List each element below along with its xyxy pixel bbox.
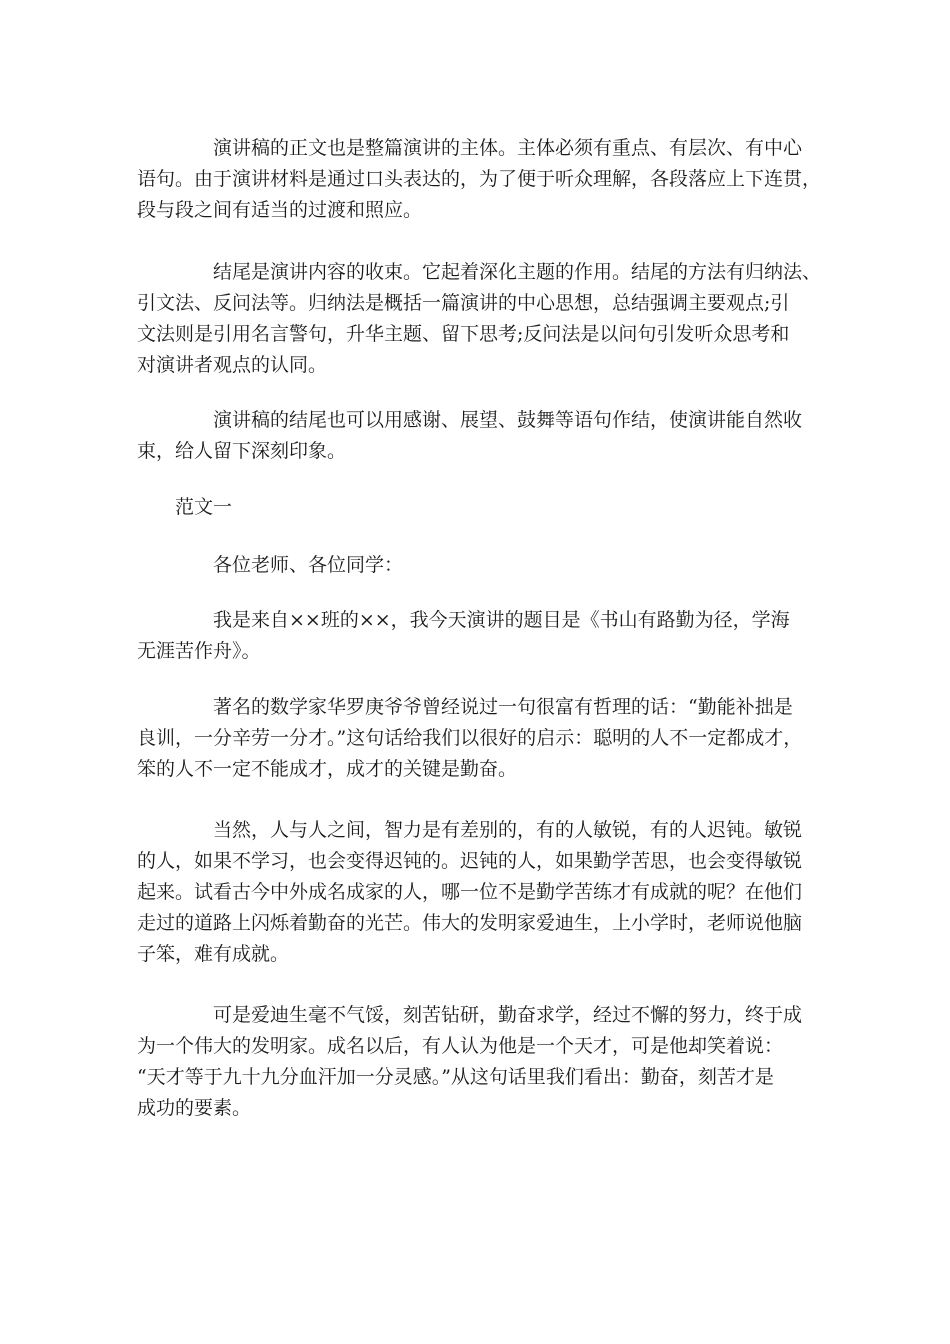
text-line: 为一个伟大的发明家。成名以后，有人认为他是一个天才，可是他却笑着说： (137, 1035, 784, 1057)
text-line: 结尾是演讲内容的收束。它起着深化主题的作用。结尾的方法有归纳法、 (213, 261, 822, 283)
paragraph-ending-methods (137, 257, 821, 381)
text-line: 范文一 (175, 496, 233, 518)
text-line: 各位老师、各位同学： (213, 554, 404, 576)
text-line: 走过的道路上闪烁着勤奋的光芒。伟大的发明家爱迪生，上小学时，老师说他脑 (137, 912, 803, 934)
paragraph-edison-story (137, 1000, 802, 1124)
sample-heading (137, 492, 232, 523)
text-line: 子笨，难有成就。 (137, 943, 290, 965)
text-line: 演讲稿的正文也是整篇演讲的主体。主体必须有重点、有层次、有中心 (213, 137, 803, 159)
text-line: 的人，如果不学习，也会变得迟钝的。迟钝的人，如果勤学苦思，也会变得敏锐 (137, 850, 803, 872)
paragraph-hua-luogeng-quote (137, 692, 802, 785)
text-line: 我是来自××班的××，我今天演讲的题目是《书山有路勤为径，学海 (213, 609, 790, 631)
paragraph-ending-phrases (137, 405, 802, 467)
text-line: 可是爱迪生毫不气馁，刻苦钻研，勤奋求学，经过不懈的努力，终于成 (213, 1004, 803, 1026)
text-line: 起来。试看古今中外成名成家的人，哪一位不是勤学苦练才有成就的呢？在他们 (137, 881, 803, 903)
text-line: 著名的数学家华罗庚爷爷曾经说过一句很富有哲理的话：“勤能补拙是 (213, 696, 793, 718)
text-line: 演讲稿的结尾也可以用感谢、展望、鼓舞等语句作结，使演讲能自然收 (213, 409, 803, 431)
paragraph-speech-topic (137, 605, 790, 667)
text-line: 语句。由于演讲材料是通过口头表达的，为了便于听众理解，各段落应上下连贯， (137, 168, 822, 190)
text-line: 束，给人留下深刻印象。 (137, 440, 347, 462)
text-line: 当然，人与人之间，智力是有差别的，有的人敏锐，有的人迟钝。敏锐 (213, 819, 803, 841)
paragraph-intelligence-differences (137, 815, 802, 970)
text-line: 成功的要素。 (137, 1097, 252, 1119)
text-line: “天才等于九十九分血汗加一分灵感。”从这句话里我们看出：勤奋，刻苦才是 (137, 1066, 774, 1088)
text-line: 良训，一分辛劳一分才。”这句话给我们以很好的启示：聪明的人不一定都成才， (137, 727, 803, 749)
paragraph-salutation (137, 550, 403, 581)
text-line: 对演讲者观点的认同。 (137, 354, 328, 376)
text-line: 笨的人不一定不能成才，成才的关键是勤奋。 (137, 758, 518, 780)
text-line: 引文法、反问法等。归纳法是概括一篇演讲的中心思想，总结强调主要观点;引 (137, 292, 790, 314)
paragraph-body-intro (137, 133, 821, 226)
text-line: 段与段之间有适当的过渡和照应。 (137, 199, 423, 221)
text-line: 文法则是引用名言警句，升华主题、留下思考;反问法是以问句引发听众思考和 (137, 323, 790, 345)
text-line: 无涯苦作舟》。 (137, 640, 261, 662)
